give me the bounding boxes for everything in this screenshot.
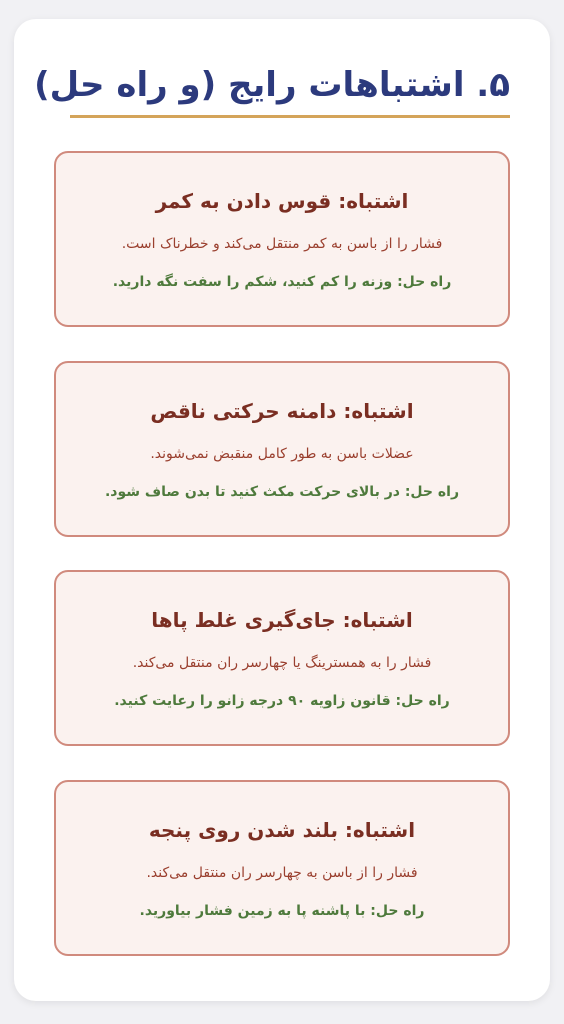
mistake-heading: اشتباه: دامنه حرکتی ناقص (150, 399, 414, 423)
mistake-solution: راه حل: وزنه را کم کنید، شکم را سفت نگه دارید. (112, 274, 452, 290)
mistake-heading: اشتباه: جای‌گیری غلط پاها (151, 608, 413, 632)
mistake-card (54, 151, 510, 327)
mistake-description: فشار را از باسن به کمر منتقل می‌کند و خطرناک است. (121, 236, 443, 252)
mistake-description: عضلات باسن به طور کامل منقبض نمی‌شوند. (150, 446, 414, 462)
mistake-card (54, 570, 510, 746)
mistake-heading: اشتباه: قوس دادن به کمر (155, 189, 409, 213)
mistake-description: فشار را به همسترینگ یا چهارسر ران منتقل می‌کند. (132, 655, 432, 671)
mistake-heading: اشتباه: بلند شدن روی پنجه (148, 818, 416, 842)
page-title: ۵. اشتباهات رایج (و راه حل) (34, 65, 510, 105)
content-card (14, 19, 550, 1001)
mistake-description: فشار را از باسن به چهارسر ران منتقل می‌کند. (146, 865, 418, 881)
mistake-solution: راه حل: قانون زاویه ۹۰ درجه زانو را رعایت کنید. (114, 693, 450, 709)
mistake-card (54, 361, 510, 537)
mistake-solution: راه حل: در بالای حرکت مکث کنید تا بدن صاف شود. (104, 484, 459, 500)
mistake-solution: راه حل: با پاشنه پا به زمین فشار بیاورید. (139, 903, 425, 919)
title-divider (70, 115, 510, 118)
mistake-card (54, 780, 510, 956)
